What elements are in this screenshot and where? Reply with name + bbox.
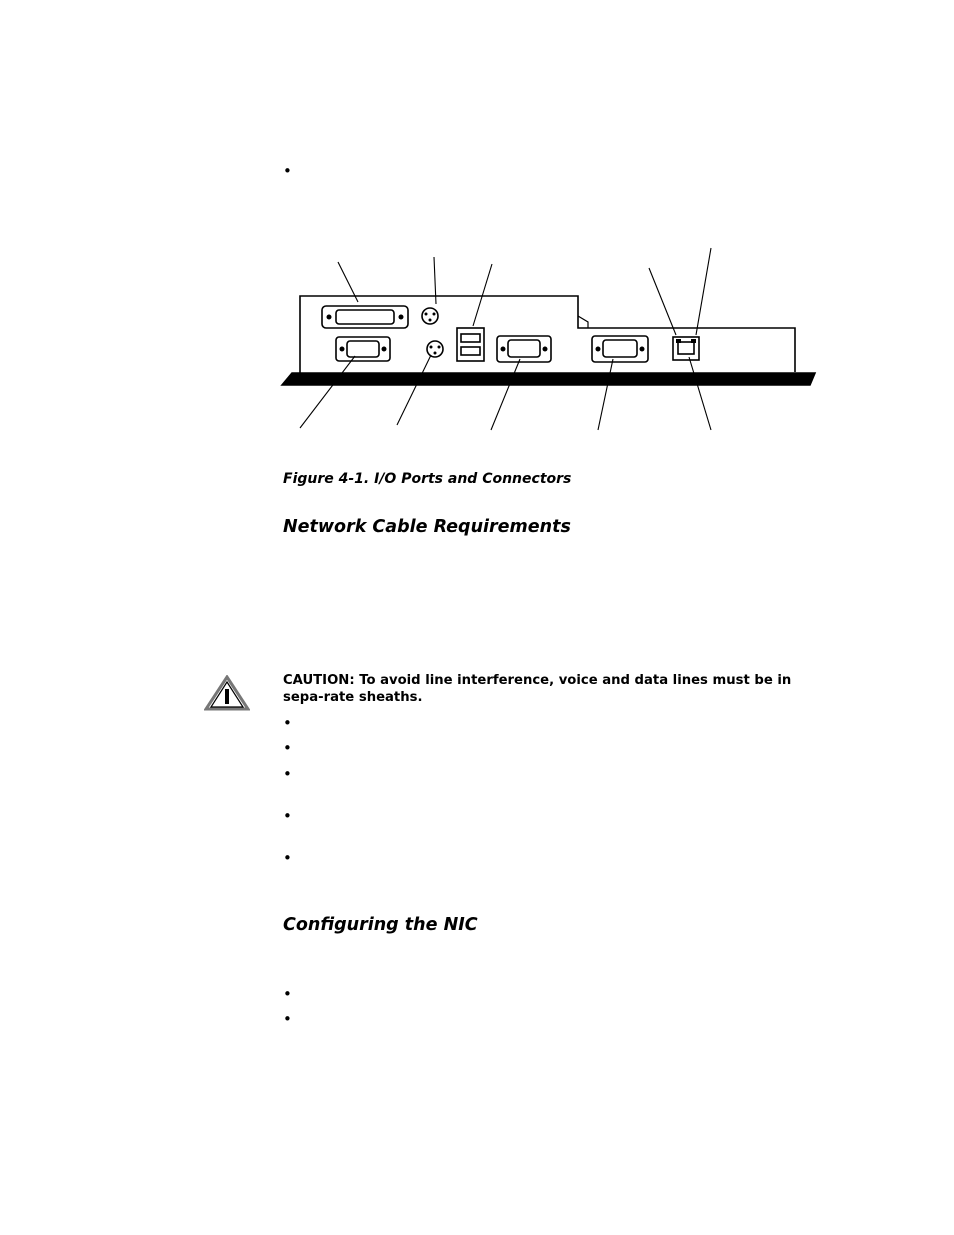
list-bullet: • — [283, 714, 292, 732]
list-bullet: • — [283, 807, 292, 825]
caution-icon — [204, 675, 250, 711]
list-bullet: • — [283, 739, 292, 757]
section-heading-network-cable-requirements: Network Cable Requirements — [283, 517, 571, 537]
io-ports-illustration — [270, 240, 830, 440]
list-bullet: • — [283, 162, 292, 180]
list-bullet: • — [283, 1010, 292, 1028]
list-bullet: • — [283, 849, 292, 867]
section-heading-configuring-nic: Configuring the NIC — [283, 915, 478, 935]
caution-text: CAUTION: To avoid line interference, voice and data lines must be in sepa-rate sheaths. — [283, 673, 792, 705]
list-bullet: • — [283, 985, 292, 1003]
list-bullet: • — [283, 765, 292, 783]
figure-caption: Figure 4-1. I/O Ports and Connectors — [283, 471, 572, 487]
